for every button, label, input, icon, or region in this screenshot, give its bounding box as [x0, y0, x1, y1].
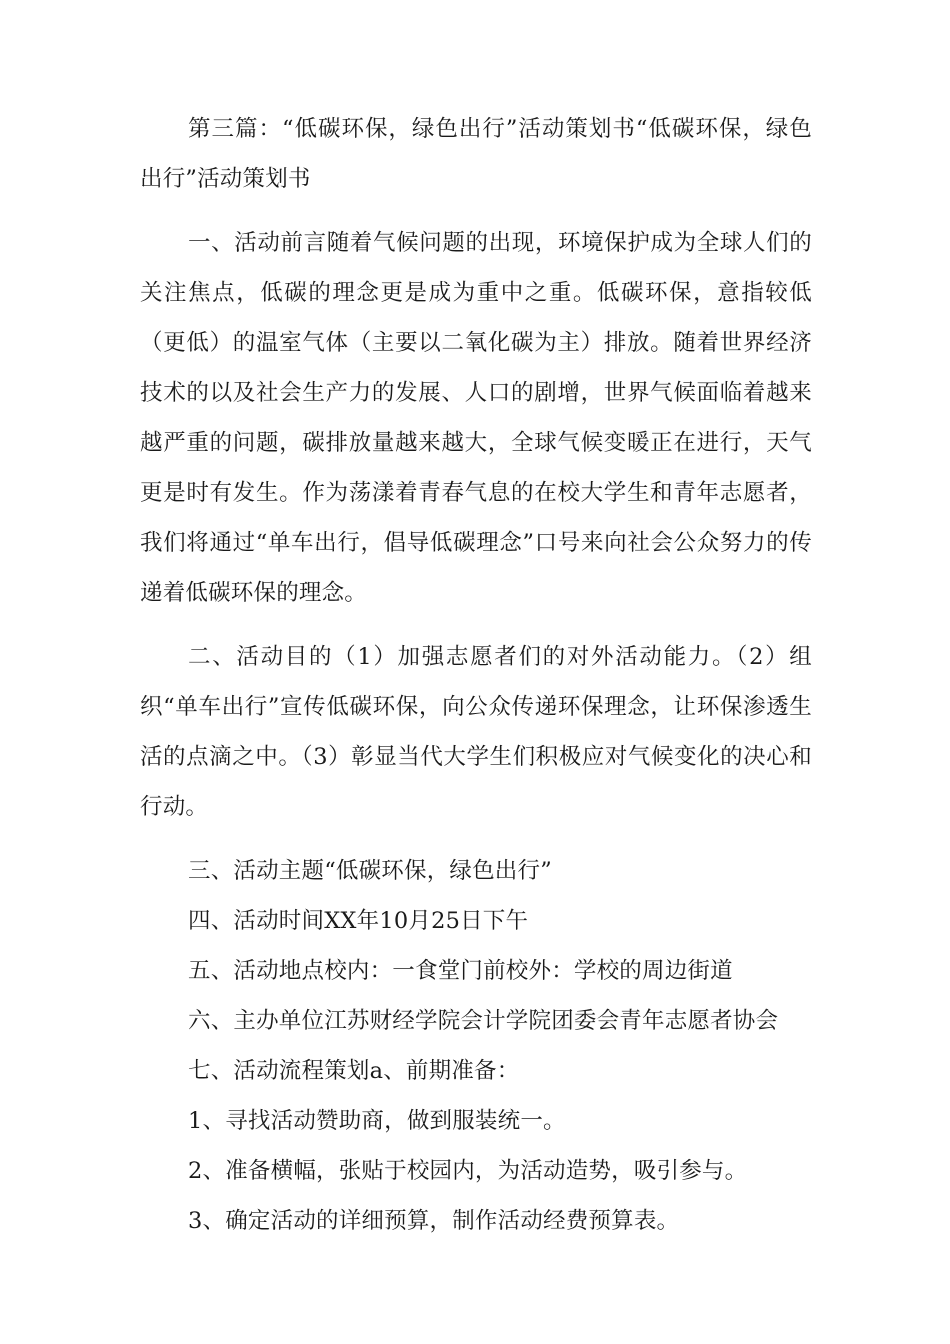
section-preface: 一、活动前言随着气候问题的出现，环境保护成为全球人们的关注焦点，低碳的理念更是成为重中之重。低碳环保，意指较低（更低）的温室气体（主要以二氧化碳为主）排放。随着世界经济技术的以及社会生产力的发展、人口的剧增，世界气候面临着越来越严重的问题，碳排放量越来越大，全球气候变暖正在进行，天气更是时有发生。作为荡漾着青春气息的在校大学生和青年志愿者，我们将通过“单车出行，倡导低碳理念”口号来向社会公众努力的传递着低碳环保的理念。	[140, 230, 812, 606]
section-organizer: 六、主办单位江苏财经学院会计学院团委会青年志愿者协会	[188, 1008, 779, 1034]
section-location: 五、活动地点校内：一食堂门前校外：学校的周边街道	[188, 958, 733, 984]
section-process: 七、活动流程策划a、前期准备：	[188, 1058, 520, 1084]
section-time: 四、活动时间XX年10月25日下午	[188, 908, 529, 934]
process-item-2: 2、准备横幅，张贴于校园内，为活动造势，吸引参与。	[188, 1158, 748, 1184]
document-page	[140, 104, 812, 1246]
section-theme: 三、活动主题“低碳环保，绿色出行”	[188, 858, 552, 884]
document-title: 第三篇：“低碳环保，绿色出行”活动策划书“低碳环保，绿色出行”活动策划书	[140, 116, 812, 192]
process-item-3: 3、确定活动的详细预算，制作活动经费预算表。	[188, 1208, 680, 1234]
process-item-1: 1、寻找活动赞助商，做到服装统一。	[188, 1108, 566, 1134]
section-purpose: 二、活动目的（1）加强志愿者们的对外活动能力。（2）组织“单车出行”宣传低碳环保，向公众传递环保理念，让环保渗透生活的点滴之中。（3）彰显当代大学生们积极应对气候变化的决心和行动。	[140, 644, 812, 820]
